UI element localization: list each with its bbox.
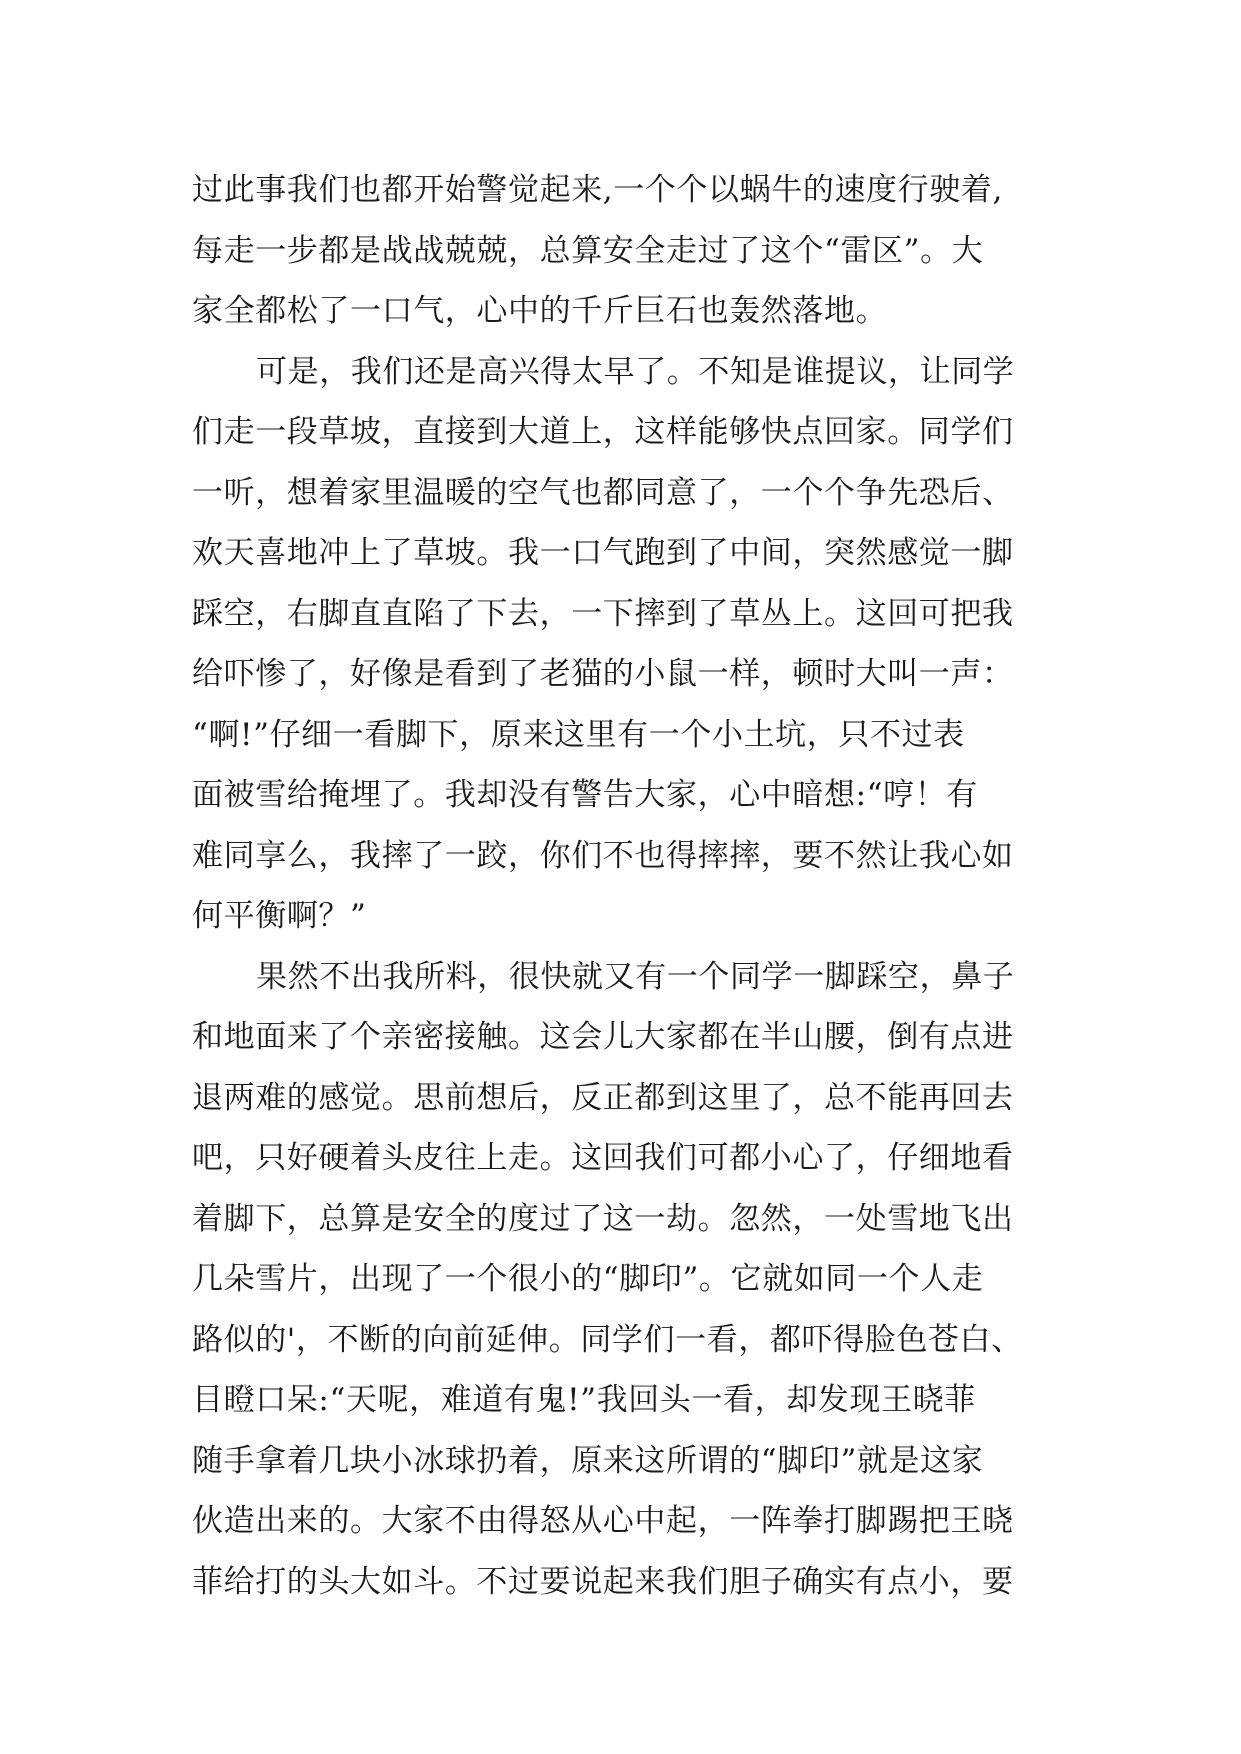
text-line: 一听，想着家里温暖的空气也都同意了，一个个争先恐后、	[192, 474, 1014, 511]
text-line: 可是，我们还是高兴得太早了。不知是谁提议，让同学	[256, 353, 1015, 390]
text-line: 和地面来了个亲密接触。这会儿大家都在半山腰，倒有点进	[192, 1019, 1014, 1055]
text-line: 吧，只好硬着头皮往上走。这回我们可都小心了，仔细地看	[192, 1140, 1014, 1176]
text-line: 们走一段草坡，直接到大道上，这样能够快点回家。同学们	[192, 414, 1014, 450]
text-line: 退两难的感觉。思前想后，反正都到这里了，总不能再回去	[192, 1079, 1014, 1116]
text-line: 家全都松了一口气，心中的千斤巨石也轰然落地。	[192, 293, 888, 329]
text-line: 着脚下，总算是安全的度过了这一劫。忽然，一处雪地飞出	[192, 1200, 1014, 1237]
text-line: 几朵雪片，出现了一个很小的“脚印”。它就如同一个人走	[192, 1261, 984, 1297]
text-line: 菲给打的头大如斗。不过要说起来我们胆子确实有点小，要	[192, 1563, 1014, 1600]
text-line: 何平衡啊？”	[192, 898, 367, 934]
text-line: 给吓惨了，好像是看到了老猫的小鼠一样，顿时大叫一声：	[192, 656, 1014, 692]
text-line: 果然不出我所料，很快就又有一个同学一脚踩空，鼻子	[256, 958, 1015, 995]
text-line: 随手拿着几块小冰球扔着，原来这所谓的“脚印”就是这家	[192, 1442, 984, 1479]
text-line: 伙造出来的。大家不由得怒从心中起，一阵拳打脚踢把王晓	[192, 1503, 1014, 1539]
text-line: 路似的'，不断的向前延伸。同学们一看，都吓得脸色苍白、	[192, 1321, 1023, 1358]
text-line: “啊!”仔细一看脚下，原来这里有一个小土坑，只不过表	[192, 716, 965, 753]
body-text	[192, 160, 1092, 1612]
text-line: 过此事我们也都开始警觉起来,一个个以蜗牛的速度行驶着,	[192, 172, 1003, 208]
text-line: 每走一步都是战战兢兢，总算安全走过了这个“雷区”。大	[192, 232, 984, 269]
text-line: 目瞪口呆:“天呢，难道有鬼!”我回头一看，却发现王晓菲	[192, 1382, 976, 1418]
text-line: 面被雪给掩埋了。我却没有警告大家，心中暗想:“哼！有	[192, 777, 978, 813]
text-line: 欢天喜地冲上了草坡。我一口气跑到了中间，突然感觉一脚	[192, 535, 1014, 571]
text-line: 难同享么，我摔了一跤，你们不也得摔摔，要不然让我心如	[192, 837, 1014, 874]
text-line: 踩空，右脚直直陷了下去，一下摔到了草丛上。这回可把我	[192, 595, 1014, 632]
